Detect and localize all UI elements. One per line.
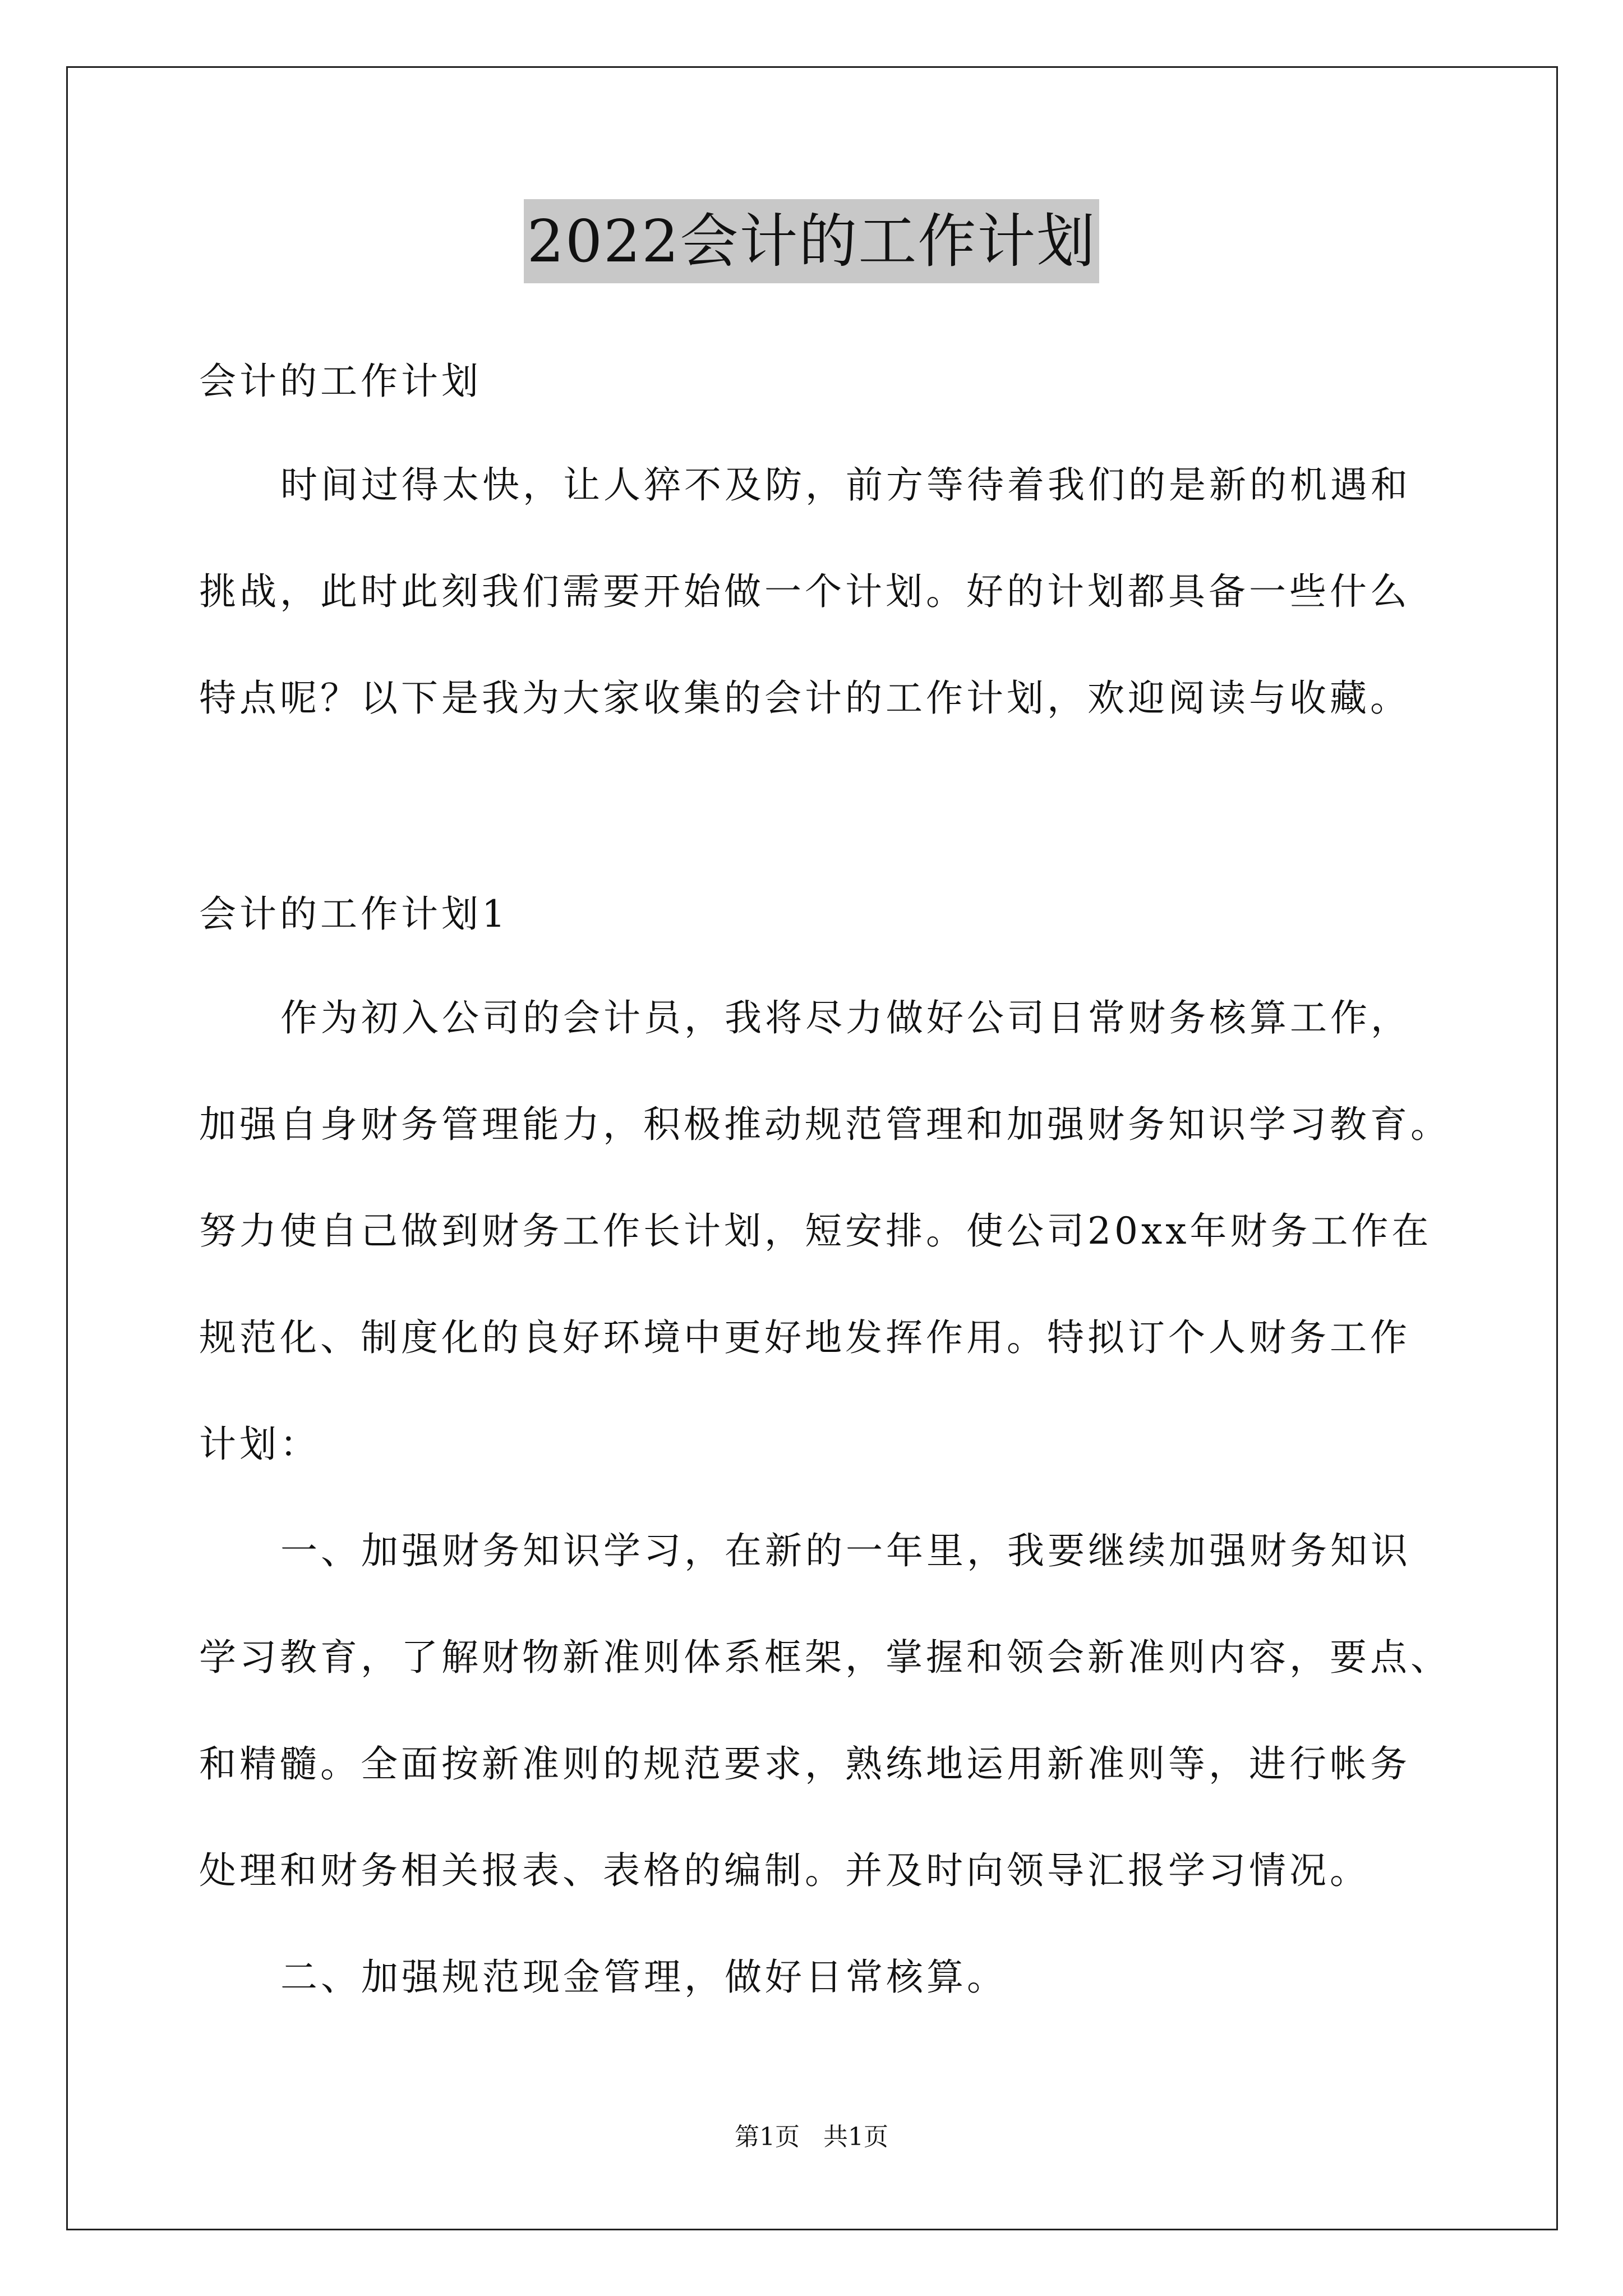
paragraph-line: 处理和财务相关报表、表格的编制。并及时向领导汇报学习情况。 (199, 1849, 1370, 1892)
paragraph-line: 规范化、制度化的良好环境中更好地发挥作用。特拟订个人财务工作 (199, 1316, 1410, 1359)
intro-line: 挑战，此时此刻我们需要开始做一个计划。好的计划都具备一些什么 (199, 570, 1410, 613)
section-heading: 会计的工作计划1 (199, 892, 509, 936)
paragraph-line: 计划： (199, 1423, 320, 1466)
paragraph-line: 学习教育，了解财物新准则体系框架，掌握和领会新准则内容，要点、 (199, 1636, 1451, 1679)
section-heading: 会计的工作计划 (199, 360, 482, 403)
document-title: 2022会计的工作计划 (524, 199, 1100, 283)
paragraph-line: 努力使自己做到财务工作长计划，短安排。使公司20xx年财务工作在 (199, 1209, 1432, 1253)
paragraph-line: 作为初入公司的会计员，我将尽力做好公司日常财务核算工作， (280, 996, 1411, 1039)
intro-line: 特点呢？以下是我为大家收集的会计的工作计划，欢迎阅读与收藏。 (199, 677, 1410, 720)
page-footer: 第1页 共1页 (735, 2123, 888, 2151)
title-container (0, 199, 1623, 283)
paragraph-line: 一、加强财务知识学习，在新的一年里，我要继续加强财务知识 (280, 1529, 1411, 1572)
intro-line: 时间过得太快，让人猝不及防，前方等待着我们的是新的机遇和 (280, 463, 1411, 507)
paragraph-line: 二、加强规范现金管理，做好日常核算。 (280, 1955, 1007, 1999)
paragraph-line: 和精髓。全面按新准则的规范要求，熟练地运用新准则等，进行帐务 (199, 1742, 1410, 1786)
paragraph-line: 加强自身财务管理能力，积极推动规范管理和加强财务知识学习教育。 (199, 1103, 1451, 1146)
